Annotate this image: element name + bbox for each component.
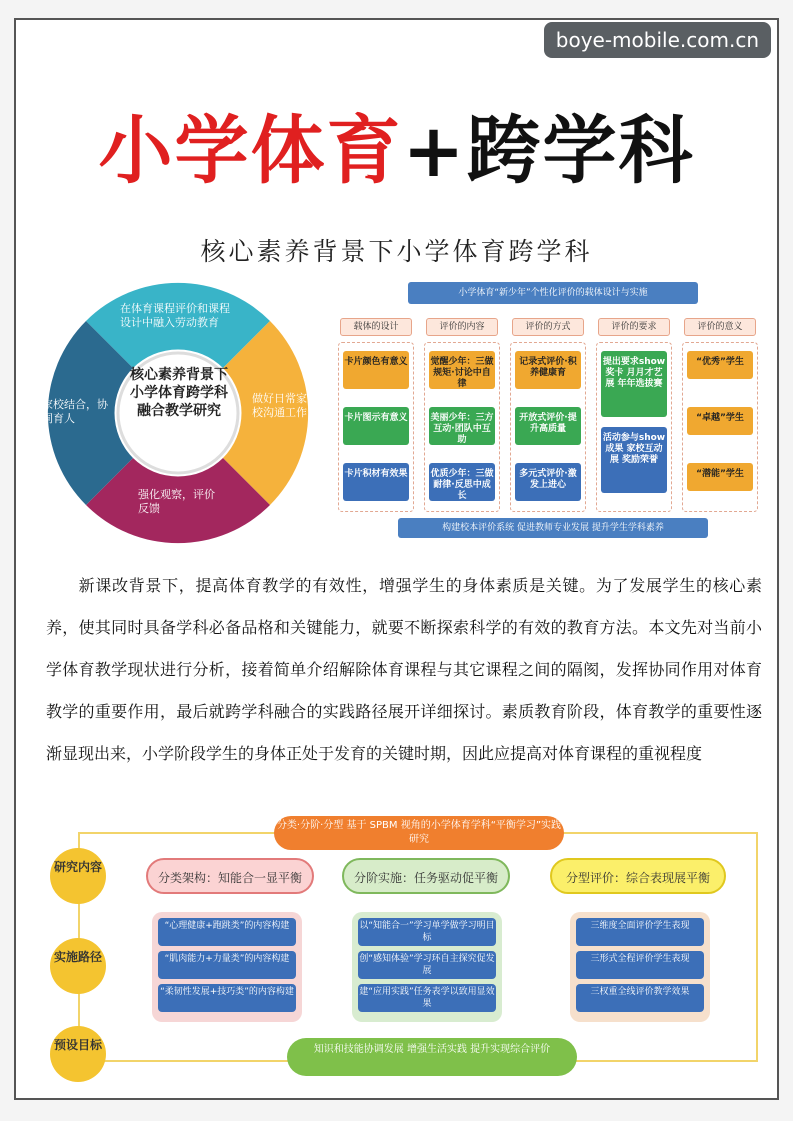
flow-cell: 优质少年：三做耐律·反思中成长 bbox=[429, 463, 495, 501]
flow-cell: 多元式评价·激发上进心 bbox=[515, 463, 581, 501]
goal-banner: 知识和技能协调发展 增强生活实践 提升实现综合评价 bbox=[287, 1038, 577, 1076]
panel-2 bbox=[352, 912, 502, 1022]
panel-item: 三维度全面评价学生表现 bbox=[576, 918, 704, 946]
panel-item: “肌肉能力+力量类”的内容构建 bbox=[158, 951, 296, 979]
flow-top: 小学体育“新少年”个性化评价的载体设计与实施 bbox=[408, 282, 698, 304]
panel-item: “心理健康+跑跳类”的内容构建 bbox=[158, 918, 296, 946]
ring-label-4: 家校结合，协同育人 bbox=[42, 398, 108, 425]
phase-3: 分型评价：综合表现展平衡 bbox=[550, 858, 726, 894]
row-label-path: 实施路径 bbox=[50, 938, 106, 994]
flow-head-1: 载体的设计 bbox=[340, 318, 412, 336]
flow-cell: 卡片图示有意义 bbox=[343, 407, 409, 445]
flow-cell: 卡片颜色有意义 bbox=[343, 351, 409, 389]
panel-item: 三权重全线评价教学效果 bbox=[576, 984, 704, 1012]
ring-label-2: 做好日常家校沟通工作 bbox=[252, 392, 307, 419]
evaluation-flowchart bbox=[338, 282, 768, 544]
ring-label-3: 强化观察，评价反馈 bbox=[138, 488, 215, 515]
panel-3 bbox=[570, 912, 710, 1022]
flow-bottom: 构建校本评价系统 促进教师专业发展 提升学生学科素养 bbox=[398, 518, 708, 538]
flow-cell: 开放式评价·提升高质量 bbox=[515, 407, 581, 445]
flow-col-5 bbox=[682, 342, 758, 512]
panel-item: 三形式全程评价学生表现 bbox=[576, 951, 704, 979]
flow-col-3 bbox=[510, 342, 586, 512]
flow-cell: “优秀”学生 bbox=[687, 351, 753, 379]
flow-head-3: 评价的方式 bbox=[512, 318, 584, 336]
row-label-content: 研究内容 bbox=[50, 848, 106, 904]
flow-head-2: 评价的内容 bbox=[426, 318, 498, 336]
flow-col-2 bbox=[424, 342, 500, 512]
panel-item: 以“知能合一”学习单学做学习明目标 bbox=[358, 918, 496, 946]
body-paragraph bbox=[46, 565, 762, 775]
phase-2: 分阶实施：任务驱动促平衡 bbox=[342, 858, 510, 894]
ring-center-text: 核心素养背景下小学体育跨学科融合教学研究 bbox=[130, 367, 228, 419]
flow-cell: 提出要求show 奖卡 月月才艺展 年年选拔赛 bbox=[601, 351, 667, 417]
title-red: 小学体育 bbox=[98, 108, 403, 194]
phase-1: 分类架构：知能合一显平衡 bbox=[146, 858, 314, 894]
panel-item: 创“感知体验”学习环自主探究促发展 bbox=[358, 951, 496, 979]
flow-cell: 记录式评价·积养健康育 bbox=[515, 351, 581, 389]
diagram-banner: 分类·分阶·分型 基于 SPBM 视角的小学体育学科“平衡学习”实践研究 bbox=[274, 816, 564, 850]
flow-head-5: 评价的意义 bbox=[684, 318, 756, 336]
flow-cell: “潜能”学生 bbox=[687, 463, 753, 491]
flow-cell: 觉醒少年：三做规矩·讨论中自律 bbox=[429, 351, 495, 389]
flow-col-1 bbox=[338, 342, 414, 512]
panel-1 bbox=[152, 912, 302, 1022]
watermark: boye-mobile.com.cn bbox=[544, 22, 771, 58]
flow-cell: 美丽少年：三方互动·团队中互助 bbox=[429, 407, 495, 445]
ring-label-1: 在体育课程评价和课程设计中融入劳动教育 bbox=[120, 302, 230, 329]
page-title bbox=[0, 92, 793, 198]
flow-cell: “卓越”学生 bbox=[687, 407, 753, 435]
subtitle: 核心素养背景下小学体育跨学科 bbox=[200, 237, 593, 266]
ring-diagram bbox=[38, 282, 318, 544]
panel-item: 建“应用实践”任务表学以致用显效果 bbox=[358, 984, 496, 1012]
paragraph-text: 新课改背景下，提高体育教学的有效性，增强学生的身体素质是关键。为了发展学生的核心素养，使其同时具备学科必备品格和关键能力，就要不断探索科学的有效的教育方法。本文先对当前小学体育教学现状进行分析，接着简单介绍解除体育课程与其它课程之间的隔阂，发挥协同作用对体育教学的重要作用，最后就跨学科融合的实践路径展开详细探讨。素质教育阶段，体育教学的重要性逐渐显现出来，小学阶段学生的身体正处于发育的关键时期，因此应提高对体育课程的重视程度 bbox=[46, 576, 762, 763]
research-diagram bbox=[42, 812, 762, 1090]
title-black: +跨学科 bbox=[402, 108, 695, 194]
flow-cell: 活动参与show 成果 家校互动展 奖励荣誉 bbox=[601, 427, 667, 493]
flow-cell: 卡片积材有效果 bbox=[343, 463, 409, 501]
panel-item: “柔韧性发展+技巧类”的内容构建 bbox=[158, 984, 296, 1012]
flow-head-4: 评价的要求 bbox=[598, 318, 670, 336]
row-label-goal: 预设目标 bbox=[50, 1026, 106, 1082]
flow-col-4 bbox=[596, 342, 672, 512]
